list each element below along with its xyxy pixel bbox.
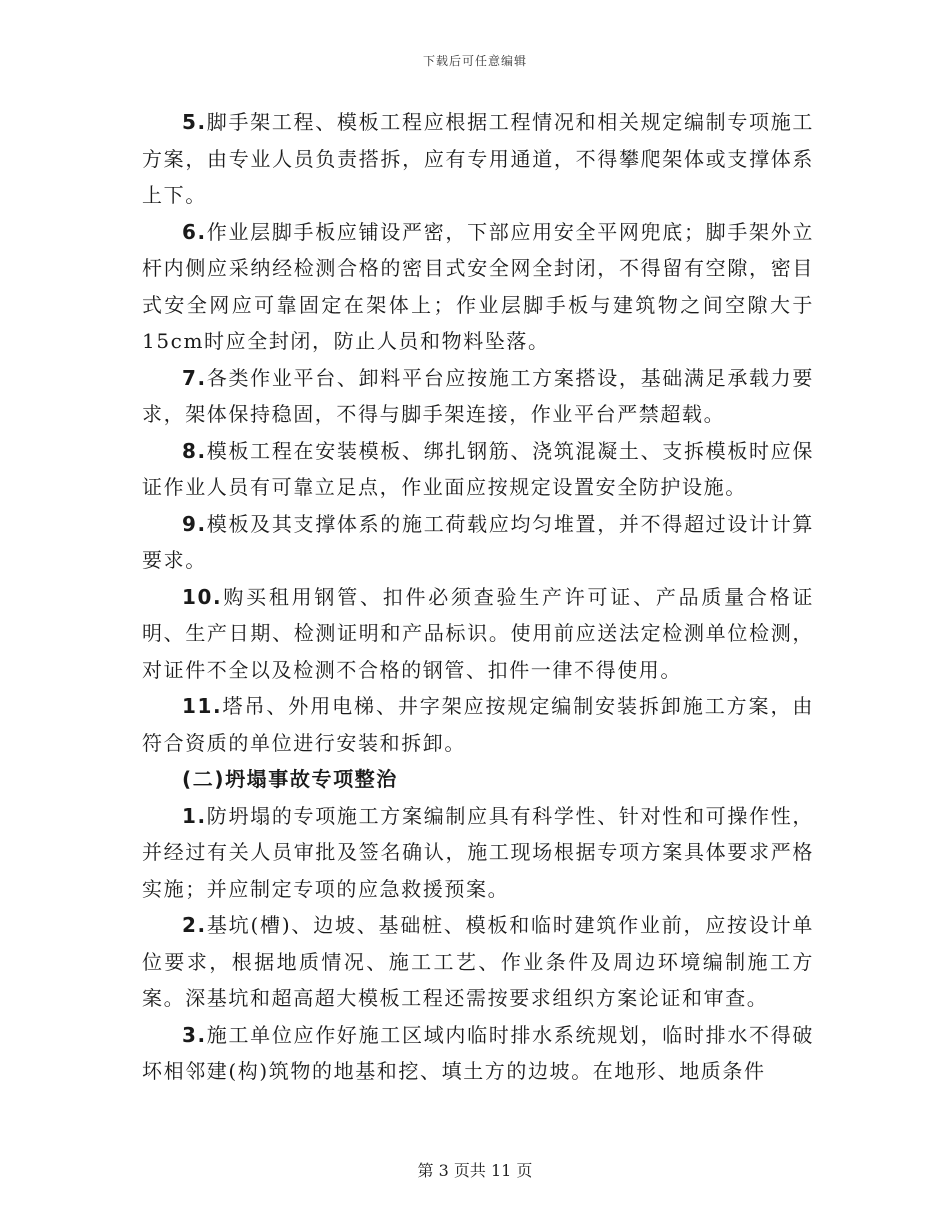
list-item — [142, 579, 814, 689]
list-item — [142, 798, 814, 908]
item-number: 7. — [182, 365, 207, 390]
item-text: 脚手架工程、模板工程应根据工程情况和相关规定编制专项施工方案，由专业人员负责搭拆，应有专用通道，不得攀爬架体或支撑体系上下。 — [142, 110, 814, 207]
document-body — [142, 104, 814, 1090]
item-number: 5. — [182, 110, 207, 134]
item-number: 1. — [182, 803, 207, 828]
item-number: 8. — [182, 438, 207, 463]
list-item — [142, 360, 814, 433]
item-text: 基坑(槽)、边坡、基础桩、模板和临时建筑作业前，应按设计单位要求，根据地质情况、施工工艺、作业条件及周边环境编制施工方案。深基坑和超高超大模板工程还需按要求组织方案论证和审查。 — [142, 913, 814, 1010]
page-header: 下载后可任意编辑 — [422, 54, 527, 68]
section-heading: (二)坍塌事故专项整治 — [182, 767, 398, 791]
list-item — [142, 433, 814, 506]
item-text: 各类作业平台、卸料平台应按施工方案搭设，基础满足承载力要求，架体保持稳固，不得与脚手架连接，作业平台严禁超载。 — [142, 365, 814, 426]
item-text: 塔吊、外用电梯、井字架应按规定编制安装拆卸施工方案，由符合资质的单位进行安装和拆卸。 — [142, 694, 814, 755]
list-item — [142, 688, 814, 761]
list-item — [142, 104, 814, 214]
item-text: 购买租用钢管、扣件必须查验生产许可证、产品质量合格证明、生产日期、检测证明和产品标识。使用前应送法定检测单位检测，对证件不全以及检测不合格的钢管、扣件一律不得使用。 — [142, 584, 814, 682]
item-text: 防坍塌的专项施工方案编制应具有科学性、针对性和可操作性，并经过有关人员审批及签名确认，施工现场根据专项方案具体要求严格实施；并应制定专项的应急救援预案。 — [142, 803, 814, 901]
item-number: 6. — [182, 219, 207, 244]
item-text: 模板及其支撑体系的施工荷载应均匀堆置，并不得超过设计计算要求。 — [142, 511, 814, 572]
item-number: 11. — [182, 694, 223, 718]
list-item — [142, 907, 814, 1017]
item-text: 作业层脚手板应铺设严密，下部应用安全平网兜底；脚手架外立杆内侧应采纳经检测合格的密目式安全网全封闭，不得留有空隙，密目式安全网应可靠固定在架体上；作业层脚手板与建筑物之间空隙大于15cm时应全封闭，防止人员和物料坠落。 — [142, 219, 814, 353]
item-text: 施工单位应作好施工区域内临时排水系统规划，临时排水不得破坏相邻建(构)筑物的地基和挖、填土方的边坡。在地形、地质条件 — [142, 1022, 814, 1083]
item-number: 9. — [182, 511, 207, 536]
list-item — [142, 1017, 814, 1090]
list-item — [142, 506, 814, 579]
page-footer: 第 3 页共 11 页 — [417, 1161, 533, 1180]
item-text: 模板工程在安装模板、绑扎钢筋、浇筑混凝土、支拆模板时应保证作业人员有可靠立足点，作业面应按规定设置安全防护设施。 — [142, 438, 814, 499]
item-number: 3. — [182, 1022, 207, 1047]
item-number: 2. — [182, 913, 207, 937]
item-number: 10. — [182, 584, 223, 609]
list-item — [142, 214, 814, 360]
